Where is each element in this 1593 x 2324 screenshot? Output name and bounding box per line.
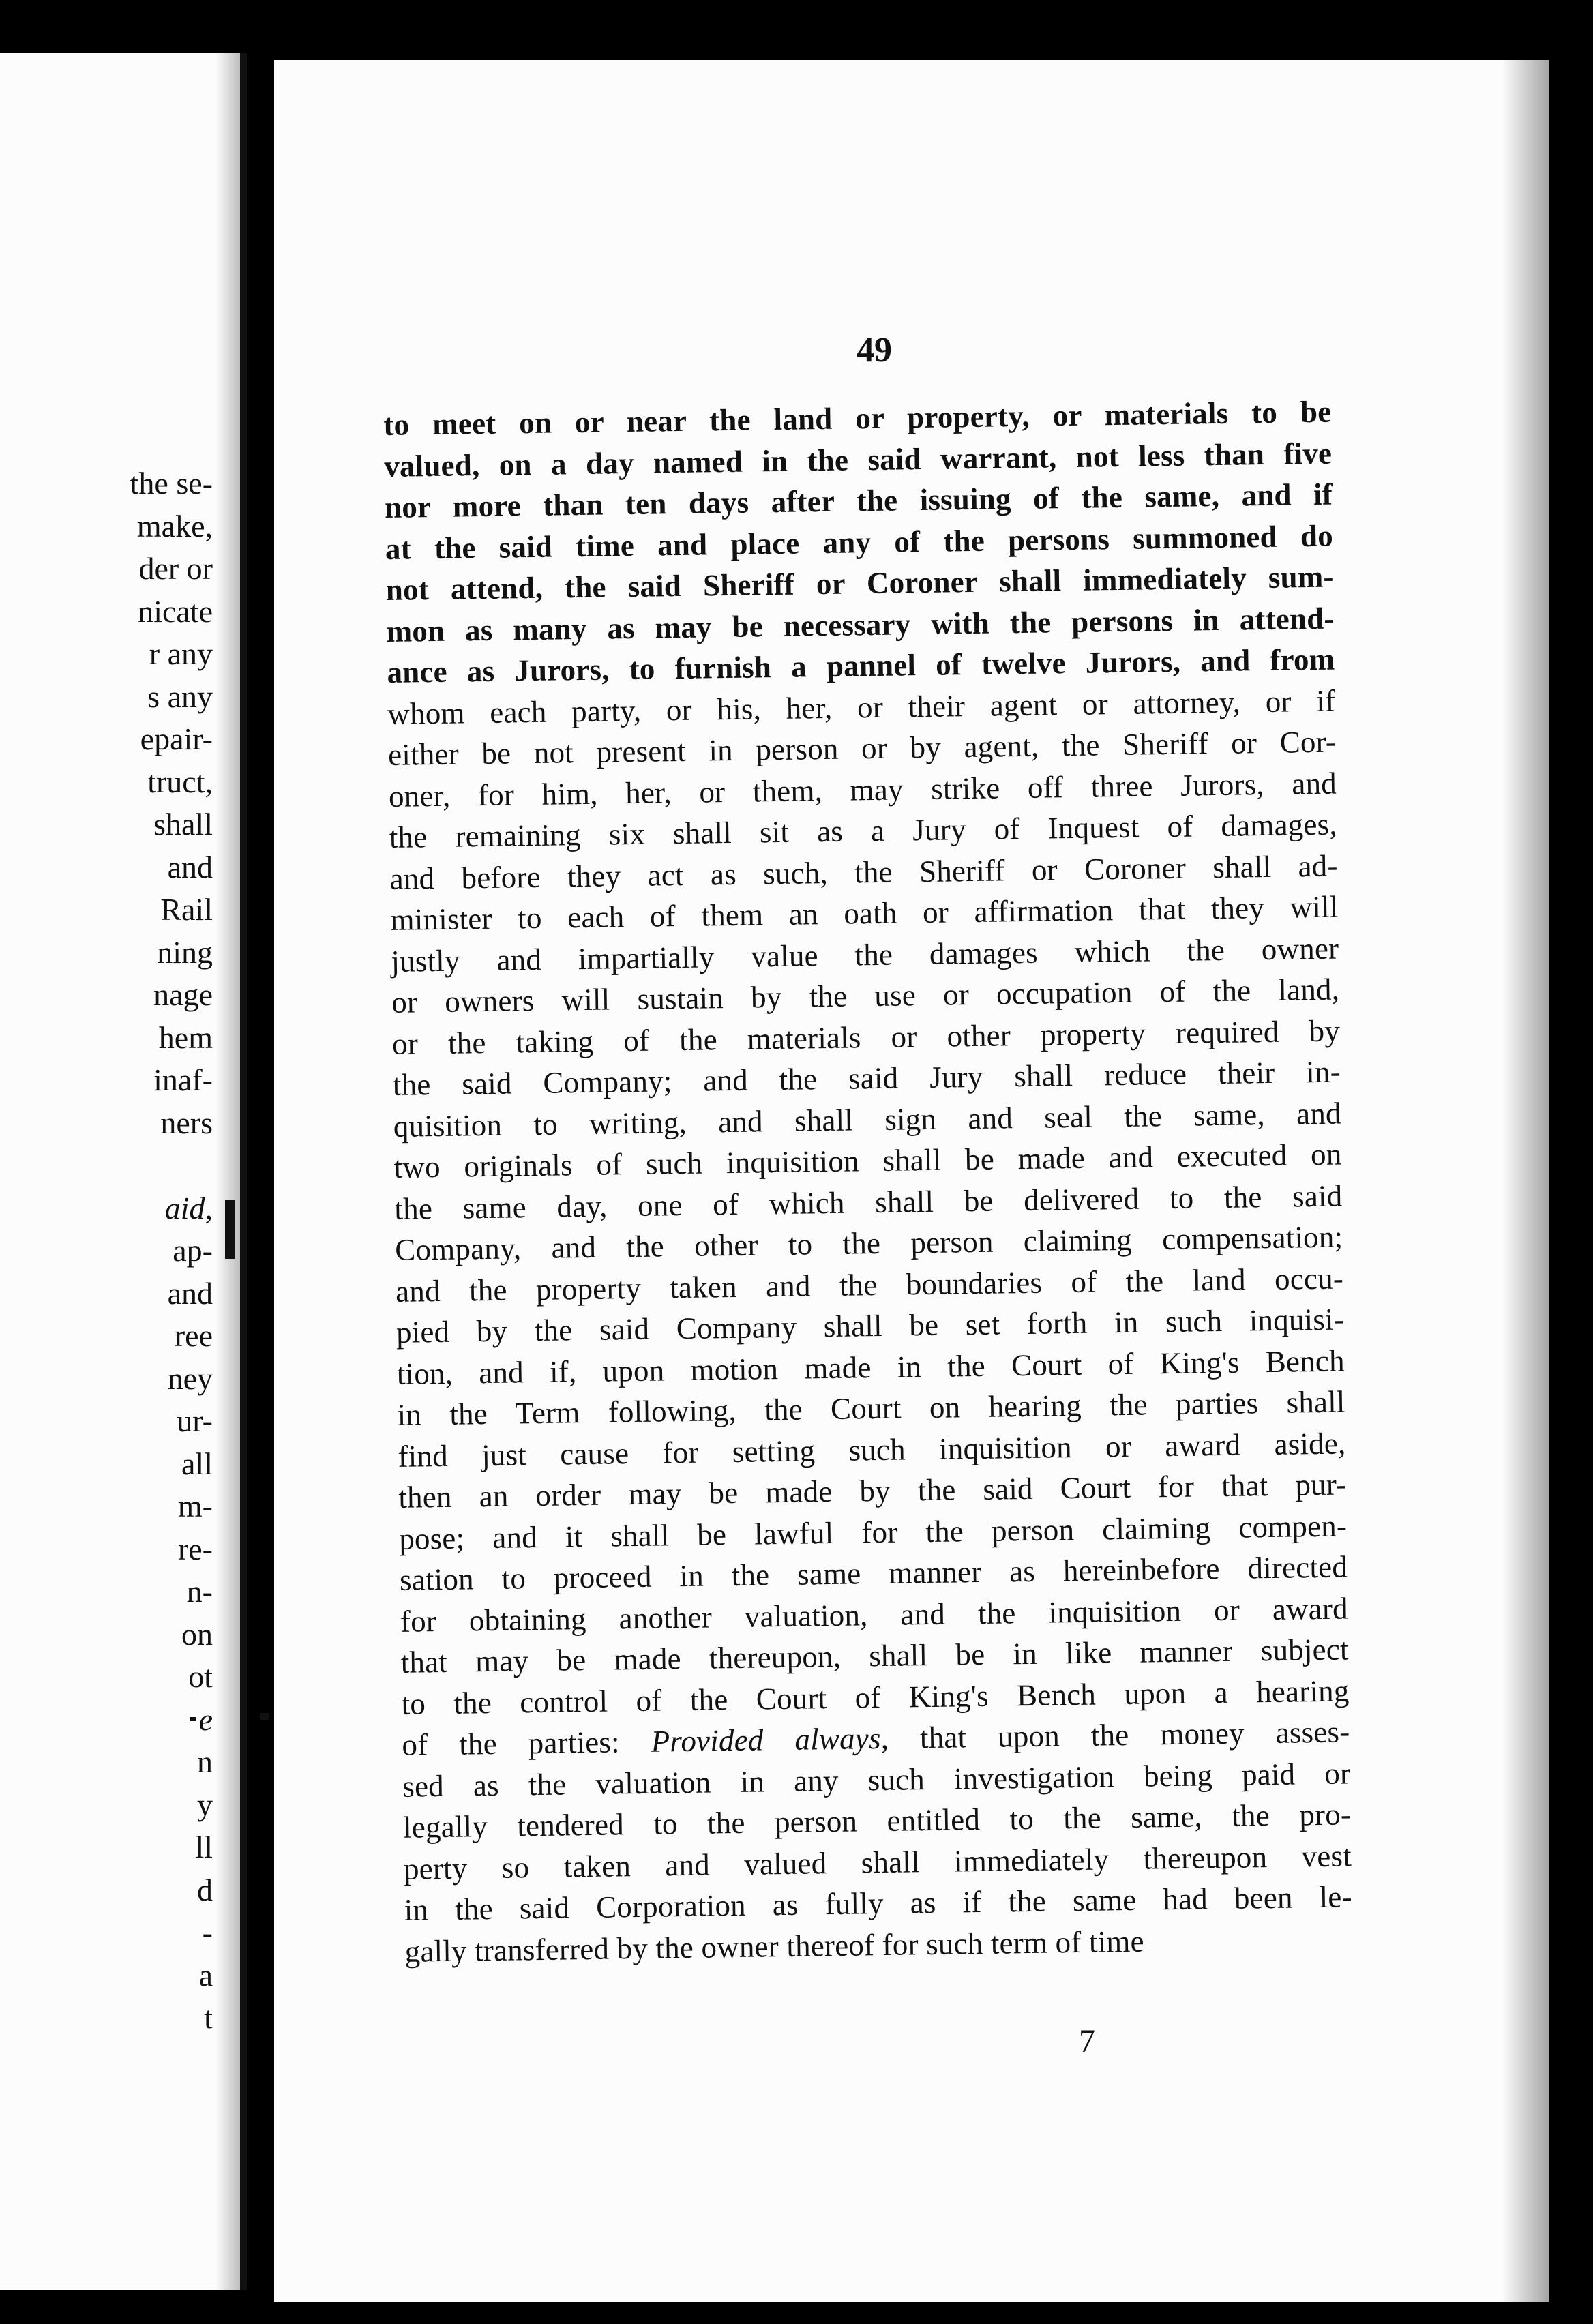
left-page-fragment: t (204, 2000, 213, 2035)
text-line: minister to each of them an oath or affirmation that they will (390, 889, 1339, 937)
left-page-fragment: ot (188, 1659, 213, 1694)
left-page-text-fragments (63, 462, 213, 2040)
left-page-fragment: ning (157, 934, 213, 970)
left-page-fragment: ur- (177, 1403, 213, 1438)
left-page-fragment: re- (177, 1531, 213, 1566)
text-line: sed as the valuation in any such investigation being paid or (402, 1755, 1351, 1804)
left-page-fragment: and (167, 1275, 213, 1311)
left-page-fragment: ney (167, 1360, 213, 1396)
left-page-fragment: truct, (147, 764, 213, 799)
text-line: two originals of such inquisition shall be made and executed on (393, 1137, 1342, 1185)
text-line: and the property taken and the boundaries of the land occu- (395, 1260, 1344, 1309)
right-page (274, 60, 1549, 2302)
left-page-fragment: nage (153, 977, 213, 1012)
page-edge-shadow (1502, 60, 1549, 2302)
text-line: in the said Corporation as fully as if the same had been le- (404, 1879, 1353, 1927)
text-line-start: of the parties: (402, 1725, 621, 1762)
left-page-fragment: inaf- (153, 1062, 213, 1097)
text-line: find just cause for setting such inquisition or award aside, (398, 1425, 1346, 1474)
text-line: then an order may be made by the said Court for that pur- (398, 1467, 1347, 1515)
left-page-fragment: and (167, 849, 213, 884)
page-number: 49 (857, 331, 892, 370)
text-line: pied by the said Company shall be set forth in such inquisi- (396, 1302, 1345, 1350)
left-page-fragment: n- (186, 1574, 213, 1609)
text-line: that may be made thereupon, shall be in like manner subject (400, 1632, 1349, 1680)
left-page-fragment: ap- (173, 1233, 213, 1268)
text-line-rest: that upon the money asses- (919, 1714, 1350, 1755)
left-page-fragment: make, (136, 508, 213, 543)
left-page-fragment: shall (153, 807, 213, 841)
text-line: the said Company; and the said Jury shall reduce their in- (392, 1054, 1341, 1102)
left-page-fragment: n (197, 1744, 213, 1779)
text-line: oner, for him, her, or them, may strike off three Jurors, and (388, 766, 1337, 814)
text-line: perty so taken and valued shall immediately thereupon vest (403, 1838, 1352, 1886)
text-line: and before they act as such, the Sheriff or Coroner shall ad- (389, 848, 1338, 896)
left-page-fragment: - (202, 1915, 213, 1950)
left-page-fragment: epair- (140, 721, 213, 756)
text-line: or the taking of the materials or other property required by (391, 1013, 1341, 1061)
left-facing-page (0, 53, 247, 2290)
left-page-fragment: der or (138, 551, 213, 586)
text-line: quisition to writing, and shall sign and seal the same, and (393, 1095, 1341, 1144)
text-line: the remaining six shall sit as a Jury of Inquest of damages, (389, 807, 1338, 854)
signature-mark: 7 (1079, 2023, 1095, 2059)
margin-dot-mark (190, 1717, 196, 1721)
left-page-fragment: on (181, 1616, 213, 1652)
text-line: legally tendered to the person entitled to the same, the pro- (402, 1797, 1352, 1845)
left-page-fragment: ll (195, 1830, 213, 1864)
left-page-fragment: d (197, 1872, 213, 1907)
text-line: tion, and if, upon motion made in the Court of King's Bench (396, 1343, 1345, 1391)
left-page-fragment: aid, (164, 1190, 213, 1225)
text-line: valued, on a day named in the said warrant, not less than five (383, 436, 1333, 483)
italic-proviso: Provided always, (651, 1720, 889, 1759)
text-line: justly and impartially value the damages which the owner (391, 931, 1339, 979)
text-line: either be not present in person or by agent, the Sheriff or Cor- (387, 724, 1337, 772)
left-page-fragment: ners (160, 1105, 213, 1140)
left-page-fragment: r any (149, 636, 213, 671)
left-page-fragment: the se- (130, 466, 213, 501)
text-line: to meet on or near the land or property, or materials to be (383, 394, 1332, 442)
left-page-fragment: a (198, 1957, 213, 1993)
text-line: the same day, one of which shall be delivered to the said (394, 1178, 1343, 1226)
text-line: or owners will sustain by the use or occupation of the land, (391, 972, 1340, 1019)
text-line: gally transferred by the owner thereof for such term of time (404, 1924, 1145, 1969)
text-line: mon as many as may be necessary with the persons in attend- (386, 601, 1335, 649)
left-page-fragment: nicate (138, 593, 213, 629)
left-page-fragment: all (181, 1446, 213, 1481)
left-page-fragment: e (198, 1701, 213, 1737)
gutter-shadow (215, 53, 240, 2290)
text-line: ance as Jurors, to furnish a pannel of twelve Jurors, and from (387, 642, 1335, 689)
body-text (383, 391, 1353, 1972)
text-line: pose; and it shall be lawful for the person claiming compen- (398, 1508, 1348, 1556)
text-line: in the Term following, the Court on hearing the parties shall (397, 1384, 1345, 1432)
text-line: sation to proceed in the same manner as hereinbefore directed (399, 1549, 1348, 1597)
left-page-fragment: y (197, 1787, 213, 1822)
left-page-fragment (63, 1144, 213, 1187)
text-line: nor more than ten days after the issuing of the same, and if (384, 477, 1333, 524)
text-line: at the said time and place any of the persons summoned do (385, 518, 1334, 566)
text-line: for obtaining another valuation, and the inquisition or award (400, 1590, 1349, 1639)
left-page-fragment: m- (177, 1489, 213, 1523)
text-line: to the control of the Court of King's Bench upon a hearing (401, 1673, 1350, 1721)
left-page-fragment: ree (174, 1318, 213, 1353)
left-page-fragment: s any (147, 679, 213, 714)
left-page-fragment: Rail (160, 892, 213, 927)
text-line: not attend, the said Sheriff or Coroner shall immediately sum- (385, 559, 1335, 607)
text-line: whom each party, or his, her, or their agent or attorney, or if (387, 683, 1336, 731)
left-page-fragment: hem (158, 1019, 213, 1055)
text-line: Company, and the other to the person claiming compensation; (394, 1219, 1343, 1267)
margin-dot-mark (260, 1713, 269, 1720)
gutter-tick-mark (225, 1200, 235, 1259)
